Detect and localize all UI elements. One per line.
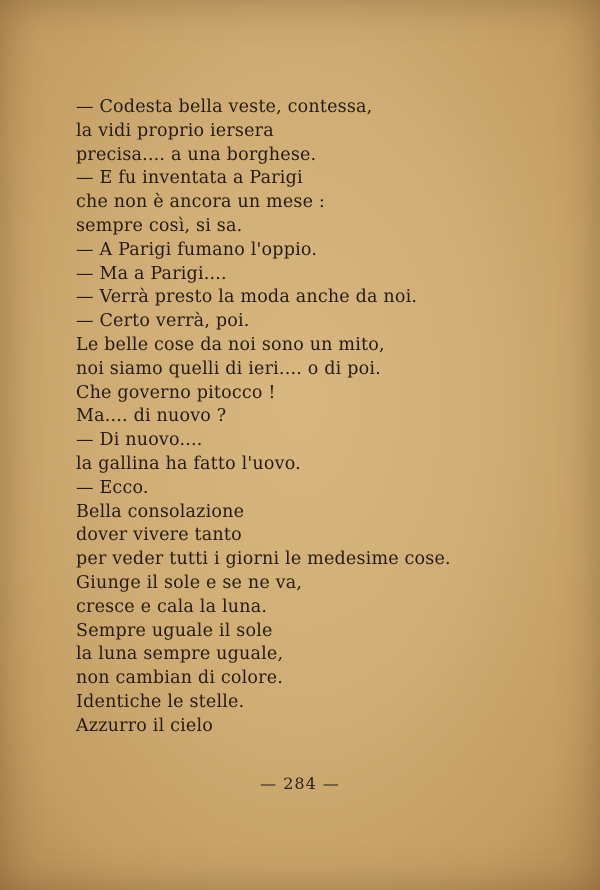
poem-line: Azzurro il cielo bbox=[76, 715, 214, 736]
poem-line: — A Parigi fumano l'oppio. bbox=[76, 239, 318, 260]
poem-line: Ma.... di nuovo ? bbox=[76, 406, 227, 427]
poem-line: che non è ancora un mese : bbox=[76, 192, 326, 213]
poem-line: — Verrà presto la moda anche da noi. bbox=[76, 287, 418, 308]
poem-line: Identiche le stelle. bbox=[76, 691, 245, 712]
poem-line: — Certo verrà, poi. bbox=[76, 311, 250, 332]
poem-line: non cambian di colore. bbox=[76, 668, 284, 689]
poem-line: cresce e cala la luna. bbox=[76, 596, 268, 617]
poem-line: noi siamo quelli di ieri.... o di poi. bbox=[76, 358, 381, 379]
poem-line: — Ecco. bbox=[76, 477, 149, 498]
poem-line: Le belle cose da noi sono un mito, bbox=[76, 334, 385, 355]
poem-line: precisa.... a una borghese. bbox=[76, 144, 317, 165]
poem-line: Che governo pitocco ! bbox=[76, 382, 276, 403]
poem-line: la vidi proprio iersera bbox=[76, 120, 274, 141]
poem-line: dover vivere tanto bbox=[76, 525, 242, 546]
poem-line: Sempre uguale il sole bbox=[76, 620, 273, 641]
poem-line: la luna sempre uguale, bbox=[76, 644, 284, 665]
page-number: — 284 — bbox=[260, 774, 340, 793]
poem-line: — E fu inventata a Parigi bbox=[76, 168, 303, 189]
poem-line: sempre così, si sa. bbox=[76, 215, 243, 236]
poem-line: — Ma a Parigi.... bbox=[76, 263, 227, 284]
poem-line: la gallina ha fatto l'uovo. bbox=[76, 453, 301, 474]
poem-line: Bella consolazione bbox=[76, 501, 245, 522]
poem-line: Giunge il sole e se ne va, bbox=[76, 572, 303, 593]
poem-text bbox=[76, 96, 576, 739]
poem-line: — Codesta bella veste, contessa, bbox=[76, 97, 373, 117]
poem-line: — Di nuovo.... bbox=[76, 430, 203, 451]
poem-line: per veder tutti i giorni le medesime cose. bbox=[76, 549, 451, 570]
